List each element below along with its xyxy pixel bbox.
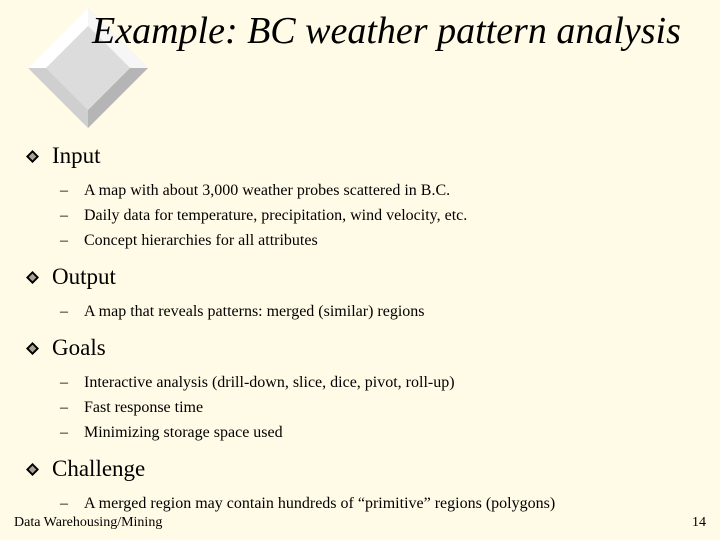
dash-marker: – [60,424,68,441]
diamond-bullet-icon [26,261,52,293]
subitem-text: A map with about 3,000 weather probes scattered in B.C. [84,182,451,199]
bullet-list [26,140,706,524]
subitem [26,299,706,324]
bullet-label: Goals [52,335,106,360]
dash-marker: – [60,495,68,512]
page-number: 14 [692,515,706,530]
subitem [26,491,706,516]
bullet-label: Output [52,264,116,289]
footer-course-title: Data Warehousing/Mining [14,515,163,530]
dash-marker: – [60,207,68,224]
subitem [26,420,706,445]
diamond-bullet-icon [26,453,52,485]
subitem [26,203,706,228]
dash-marker: – [60,399,68,416]
subitem-text: Fast response time [84,399,204,416]
subitem-list [26,178,706,253]
bullet-label: Input [52,143,101,168]
subitem-text: Minimizing storage space used [84,424,283,441]
subitem [26,395,706,420]
dash-marker: – [60,303,68,320]
subitem-list [26,491,706,516]
dash-marker: – [60,182,68,199]
subitem-text: A map that reveals patterns: merged (similar) regions [84,303,425,320]
diamond-bullet-icon [26,332,52,364]
diamond-bullet-icon [26,140,52,172]
slide-title: Example: BC weather pattern analysis [92,10,681,52]
subitem-text: A merged region may contain hundreds of “primitive” regions (polygons) [84,495,556,512]
subitem-list [26,370,706,445]
bullet-item-goals [26,332,706,364]
dash-marker: – [60,374,68,391]
bullet-label: Challenge [52,456,146,481]
bullet-item-challenge [26,453,706,485]
subitem-text: Interactive analysis (drill-down, slice, dice, pivot, roll-up) [84,374,455,391]
bullet-item-output [26,261,706,293]
subitem [26,228,706,253]
subitem-text: Concept hierarchies for all attributes [84,232,318,249]
subitem [26,370,706,395]
subitem-list [26,299,706,324]
dash-marker: – [60,232,68,249]
subitem [26,178,706,203]
subitem-text: Daily data for temperature, precipitation, wind velocity, etc. [84,207,468,224]
bullet-item-input [26,140,706,172]
